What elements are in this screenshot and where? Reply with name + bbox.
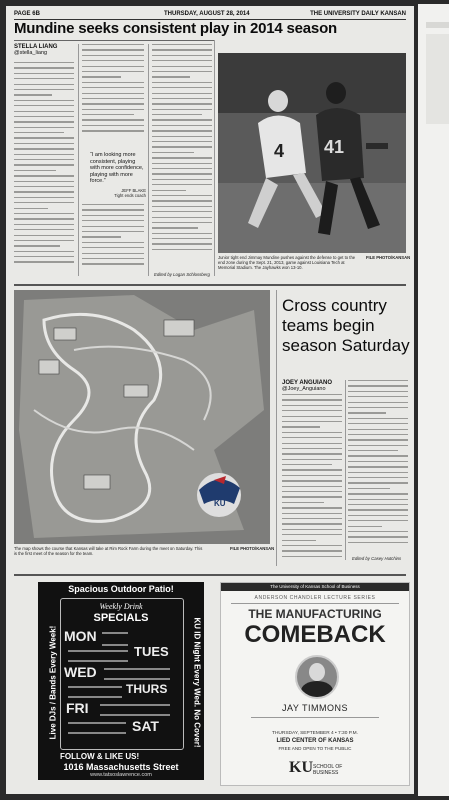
story1-col2b xyxy=(82,204,144,274)
body-text-line xyxy=(348,499,408,500)
body-text-line xyxy=(82,258,144,259)
body-text-line xyxy=(348,466,408,467)
day-thurs: THURS xyxy=(126,682,168,696)
body-text-line xyxy=(348,461,408,462)
body-text-line xyxy=(152,157,212,158)
body-text-line xyxy=(152,249,212,250)
body-text-line xyxy=(82,242,144,243)
body-text-line xyxy=(282,486,342,487)
body-text-line xyxy=(282,469,342,470)
body-text-line xyxy=(14,181,74,182)
body-text-line xyxy=(82,49,144,50)
body-text-line xyxy=(348,482,408,483)
body-text-line xyxy=(14,218,74,219)
body-text-line xyxy=(152,243,212,244)
football-photo-credit: FILE PHOTO/KANSAN xyxy=(366,255,411,260)
body-text-line xyxy=(82,103,144,104)
ad-website: www.tatsoslawrence.com xyxy=(90,772,152,778)
body-text-line xyxy=(82,82,144,83)
body-text-line xyxy=(348,396,408,397)
body-text-line xyxy=(282,556,342,557)
body-text-line xyxy=(82,209,144,210)
body-text-line xyxy=(152,93,212,94)
body-text-line xyxy=(348,434,408,435)
body-text-line xyxy=(14,132,64,133)
adjacent-page xyxy=(418,4,449,796)
body-text-line xyxy=(152,114,202,115)
body-text-line xyxy=(14,78,74,79)
body-text-line xyxy=(14,62,74,63)
body-text-line xyxy=(152,211,212,212)
body-text-line xyxy=(82,253,144,254)
body-text-line xyxy=(14,229,74,230)
body-text-line xyxy=(348,509,408,510)
body-text-line xyxy=(14,164,74,165)
body-text-line xyxy=(82,60,144,61)
body-text-line xyxy=(82,119,144,120)
body-text-line xyxy=(282,523,342,524)
body-text-line xyxy=(14,100,74,101)
body-text-line xyxy=(82,87,144,88)
body-text-line xyxy=(82,226,144,227)
body-text-line xyxy=(14,84,74,85)
story1-col3 xyxy=(152,44,212,256)
body-text-line xyxy=(152,173,212,174)
ad2-date: THURSDAY, SEPTEMBER 4 • 7:30 P.M. xyxy=(272,731,358,736)
day-wed: WED xyxy=(64,664,97,680)
body-text-line xyxy=(152,125,212,126)
body-text-line xyxy=(14,245,60,246)
course-map xyxy=(14,290,270,544)
day-mon: MON xyxy=(64,628,97,644)
ad2-series: ANDERSON CHANDLER LECTURE SERIES xyxy=(254,595,376,601)
story1-pullquote-attribution: JEFF BLAKE Tight ends coach xyxy=(114,188,146,198)
body-text-line xyxy=(14,256,74,257)
body-text-line xyxy=(152,190,186,191)
body-text-line xyxy=(282,432,342,433)
body-text-line xyxy=(282,410,342,411)
body-text-line xyxy=(282,491,342,492)
body-text-line xyxy=(348,412,386,413)
body-text-line xyxy=(282,540,316,541)
story1-author: STELLA LIANG xyxy=(14,44,58,50)
body-text-line xyxy=(82,263,144,264)
story2-byline xyxy=(282,380,342,392)
body-text-line xyxy=(152,55,212,56)
story2-col1 xyxy=(282,394,342,562)
body-text-line xyxy=(152,217,212,218)
body-text-line xyxy=(14,73,74,74)
body-text-line xyxy=(152,87,212,88)
ad2-free: FREE AND OPEN TO THE PUBLIC xyxy=(278,746,352,751)
body-text-line xyxy=(282,496,342,497)
body-text-line xyxy=(14,89,74,90)
body-text-line xyxy=(152,200,212,201)
paper-name: THE UNIVERSITY DAILY KANSAN xyxy=(310,11,406,17)
body-text-line xyxy=(14,170,56,171)
body-text-line xyxy=(282,426,320,427)
body-text-line xyxy=(348,488,390,489)
story2-author-handle: @Joey_Anguiano xyxy=(282,386,326,392)
body-text-line xyxy=(348,423,408,424)
body-text-line xyxy=(348,455,408,456)
body-text-line xyxy=(82,93,144,94)
newspaper-page xyxy=(6,6,414,794)
body-text-line xyxy=(14,143,74,144)
body-text-line xyxy=(282,529,342,530)
body-text-line xyxy=(282,545,342,546)
body-text-line xyxy=(152,82,212,83)
body-text-line xyxy=(282,405,342,406)
body-text-line xyxy=(14,154,74,155)
body-text-line xyxy=(348,429,408,430)
body-text-line xyxy=(282,453,342,454)
body-text-line xyxy=(82,66,144,67)
body-text-line xyxy=(152,44,212,45)
body-text-line xyxy=(14,67,74,68)
body-text-line xyxy=(82,71,144,72)
body-text-line xyxy=(14,186,74,187)
body-text-line xyxy=(14,137,74,138)
ad-follow: FOLLOW & LIKE US! xyxy=(60,752,140,761)
body-text-line xyxy=(14,159,74,160)
body-text-line xyxy=(348,450,398,451)
body-text-line xyxy=(348,493,408,494)
body-text-line xyxy=(82,55,144,56)
body-text-line xyxy=(14,148,74,149)
body-text-line xyxy=(14,224,74,225)
story1-pullquote: “I am looking more consistent, playing with more confidence, playing with more force.” xyxy=(90,152,144,184)
body-text-line xyxy=(282,421,342,422)
ad2-speaker: JAY TIMMONS xyxy=(281,703,348,713)
body-text-line xyxy=(152,71,212,72)
ad-title-main: SPECIALS xyxy=(93,612,149,624)
body-text-line xyxy=(152,60,212,61)
body-text-line xyxy=(152,109,212,110)
map-credit: FILE PHOTO/KANSAN xyxy=(230,546,275,551)
body-text-line xyxy=(14,251,74,252)
body-text-line xyxy=(282,459,342,460)
body-text-line xyxy=(282,475,342,476)
body-text-line xyxy=(82,247,144,248)
body-text-line xyxy=(348,542,408,543)
body-text-line xyxy=(348,526,382,527)
body-text-line xyxy=(152,130,212,131)
body-text-line xyxy=(152,66,212,67)
ad2-title-small: THE MANUFACTURING xyxy=(248,607,382,621)
football-photo-caption: Junior tight end Jimmay Mundine pushes against the defense to get to the end zone during the Sept. 21, 2013, game against Louisiana Tech at Memorial Stadium. The Jayhawks won 13-10. xyxy=(218,255,356,270)
body-text-line xyxy=(348,439,408,440)
body-text-line xyxy=(14,111,74,112)
map-ku-logo: KU xyxy=(214,499,226,508)
body-text-line xyxy=(348,418,408,419)
speaker-photo xyxy=(295,655,339,699)
body-text-line xyxy=(14,121,74,122)
body-text-line xyxy=(152,233,212,234)
body-text-line xyxy=(82,236,121,237)
ad2-venue: LIED CENTER OF KANSAS xyxy=(276,738,354,744)
body-text-line xyxy=(82,114,134,115)
body-text-line xyxy=(152,222,212,223)
body-text-line xyxy=(348,520,408,521)
body-text-line xyxy=(152,152,194,153)
body-text-line xyxy=(152,98,212,99)
body-text-line xyxy=(348,407,408,408)
body-text-line xyxy=(348,380,408,381)
body-text-line xyxy=(348,402,408,403)
body-text-line xyxy=(14,208,48,209)
ad2-school: SCHOOL OF BUSINESS xyxy=(313,764,343,776)
body-text-line xyxy=(14,127,74,128)
body-text-line xyxy=(282,416,342,417)
body-text-line xyxy=(348,477,408,478)
body-text-line xyxy=(152,238,212,239)
body-text-line xyxy=(282,399,342,400)
story2-edited-by: Edited by Casey Hutchins xyxy=(352,556,402,561)
body-text-line xyxy=(14,240,74,241)
body-text-line xyxy=(282,513,342,514)
body-text-line xyxy=(348,385,408,386)
body-text-line xyxy=(282,480,342,481)
body-text-line xyxy=(152,227,198,228)
body-text-line xyxy=(14,116,74,117)
body-text-line xyxy=(14,261,74,262)
day-fri: FRI xyxy=(66,700,89,716)
body-text-line xyxy=(152,206,212,207)
body-text-line xyxy=(282,502,324,503)
body-text-line xyxy=(14,105,74,106)
story1-col1 xyxy=(14,62,74,272)
ad-side-right: KU ID Night Every Wed. No Cover! xyxy=(192,617,202,748)
lecture-series-ad xyxy=(220,582,410,786)
day-tues: TUES xyxy=(134,644,169,659)
body-text-line xyxy=(82,109,144,110)
body-text-line xyxy=(14,94,52,95)
story2-author: JOEY ANGUIANO xyxy=(282,380,333,386)
svg-text:4: 4 xyxy=(274,141,285,161)
ad2-top-bar: The University of Kansas School of Business xyxy=(221,583,409,591)
page-folio xyxy=(14,10,406,20)
body-text-line xyxy=(82,76,121,77)
map-caption: The map shows the course that Kansas will take at Rim Rock Farm during the meet on Saturday. This is the first meet of the season for the team. xyxy=(14,546,203,556)
cross-country-headline: Cross country teams begin season Saturday xyxy=(282,296,410,355)
body-text-line xyxy=(14,197,74,198)
body-text-line xyxy=(14,191,74,192)
story1-edited-by: Edited by Logan Schlossberg xyxy=(154,272,210,277)
body-text-line xyxy=(152,168,212,169)
body-text-line xyxy=(282,437,342,438)
body-text-line xyxy=(82,204,144,205)
body-text-line xyxy=(152,146,212,147)
issue-date: THURSDAY, AUGUST 28, 2014 xyxy=(164,11,250,17)
body-text-line xyxy=(348,391,408,392)
body-text-line xyxy=(82,130,144,131)
body-text-line xyxy=(82,215,144,216)
ad-title-top: Weekly Drink xyxy=(99,602,143,611)
body-text-line xyxy=(14,175,74,176)
body-text-line xyxy=(152,179,212,180)
body-text-line xyxy=(282,507,342,508)
body-text-line xyxy=(152,195,212,196)
body-text-line xyxy=(14,202,74,203)
body-text-line xyxy=(282,443,342,444)
svg-text:41: 41 xyxy=(324,137,345,157)
body-text-line xyxy=(282,448,342,449)
ad-banner: Spacious Outdoor Patio! xyxy=(68,584,174,594)
body-text-line xyxy=(152,49,212,50)
mundine-headline: Mundine seeks consistent play in 2014 season xyxy=(14,20,337,37)
body-text-line xyxy=(348,472,408,473)
day-sat: SAT xyxy=(132,718,159,734)
drink-specials-ad xyxy=(38,582,204,780)
body-text-line xyxy=(82,98,144,99)
football-photo xyxy=(218,53,406,253)
body-text-line xyxy=(82,125,144,126)
body-text-line xyxy=(82,231,144,232)
story1-col2 xyxy=(82,44,144,140)
body-text-line xyxy=(152,141,212,142)
body-text-line xyxy=(152,163,212,164)
body-text-line xyxy=(348,445,408,446)
body-text-line xyxy=(282,518,342,519)
story2-col2 xyxy=(348,380,408,552)
body-text-line xyxy=(348,515,408,516)
body-text-line xyxy=(282,464,332,465)
story1-byline xyxy=(14,44,74,56)
body-text-line xyxy=(152,76,190,77)
body-text-line xyxy=(282,394,342,395)
body-text-line xyxy=(14,235,74,236)
body-text-line xyxy=(14,213,74,214)
story1-author-handle: @stella_liang xyxy=(14,50,48,56)
body-text-line xyxy=(82,220,144,221)
body-text-line xyxy=(152,119,212,120)
ad2-ku-logo: KU xyxy=(289,759,313,776)
ad-side-left: Live DJs / Bands Every Week! xyxy=(48,625,58,740)
ad-address: 1016 Massachusetts Street xyxy=(63,762,179,772)
body-text-line xyxy=(82,44,144,45)
body-text-line xyxy=(152,136,212,137)
body-text-line xyxy=(348,531,408,532)
body-text-line xyxy=(348,504,408,505)
body-text-line xyxy=(152,103,212,104)
body-text-line xyxy=(152,184,212,185)
body-text-line xyxy=(348,536,408,537)
body-text-line xyxy=(282,534,342,535)
page-number: PAGE 6B xyxy=(14,11,40,17)
body-text-line xyxy=(282,550,342,551)
ad2-title-big: COMEBACK xyxy=(244,621,386,648)
